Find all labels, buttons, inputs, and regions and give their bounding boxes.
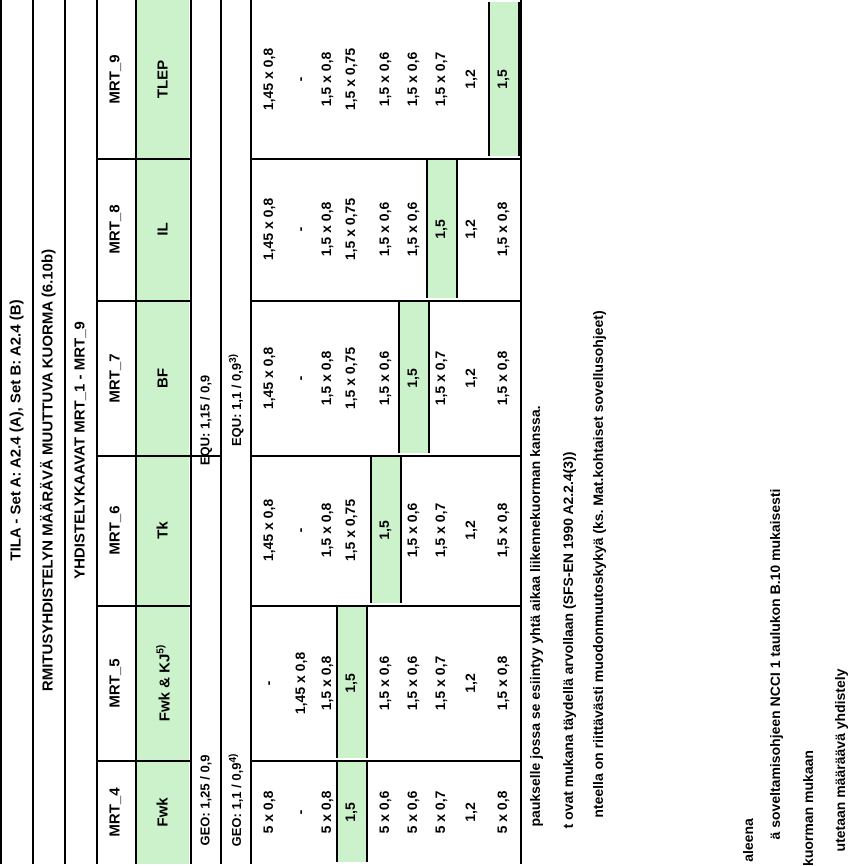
col-load-0: Fwk	[154, 797, 172, 827]
mrt8-cell-8: 1,5 x 0,8	[494, 201, 510, 257]
mrt8-cell-1: -	[292, 226, 308, 232]
mrt9-cell-3: 1,5 x 0,75	[342, 47, 358, 111]
group-sep-data-1	[250, 158, 520, 160]
group-sep-data-2	[250, 300, 520, 302]
title-line-2: RMITUSYHDISTELYN MÄÄRÄVÄ MUUTTUVA KUORMA (6.10b)	[39, 248, 57, 692]
mrt8-cell-7: 1,2	[462, 219, 478, 239]
mrt9-cell-4: 1,5 x 0,6	[376, 51, 392, 107]
mrt6-cell-8: 1,5 x 0,8	[494, 502, 510, 558]
mrt8-cell-4: 1,5 x 0,6	[376, 201, 392, 257]
note-1: t ovat mukana täydellä arvollaan (SFS-EN 1990 A2.2.4(3))	[560, 451, 576, 829]
group-sep-data-5	[250, 760, 520, 762]
mrt9-cell-0: 1,45 x 0,8	[260, 47, 276, 111]
mrt8-cell-2: 1,5 x 0,8	[318, 201, 334, 257]
mrt4-cell-6: 5 x 0,7	[432, 790, 448, 834]
grid-vline-5	[190, 0, 192, 864]
group-sep-data-4	[250, 605, 520, 607]
col-id-0: MRT_4	[106, 787, 124, 837]
grid-vline-3	[96, 0, 98, 864]
mrt4-cell-1: -	[292, 809, 308, 815]
col-id-1: MRT_5	[106, 657, 124, 708]
col-id-3: MRT_7	[106, 352, 124, 403]
col-load-1: Fwk & KJ$^{5)}$	[155, 644, 174, 721]
note-7: ä soveltamisohjeen NCCI 1 taulukon B.10 mukaisesti	[767, 488, 783, 840]
mrt5-cell-7: 1,2	[462, 672, 478, 693]
mrt5-cell-2: 1,5 x 0,8	[318, 655, 334, 710]
mrt4-cell-4: 5 x 0,6	[376, 790, 392, 834]
grid-vline-2	[64, 0, 66, 864]
mrt6-cell-3: 1,5 x 0,75	[342, 498, 358, 562]
mrt6-cell-0: 1,45 x 0,8	[260, 498, 276, 562]
mrt7-cell-8: 1,5 x 0,8	[494, 350, 510, 405]
mrt4-cell-0: 5 x 0,8	[260, 790, 276, 834]
mrt8-cell-6: 1,5	[432, 219, 448, 239]
mrt5-cell-3: 1,5	[342, 672, 358, 693]
col-load-4: IL	[154, 222, 172, 236]
mrt9-cell-6: 1,5 x 0,7	[432, 51, 448, 107]
grid-vline-1	[32, 0, 34, 864]
mrt4-cell-7: 1,2	[462, 802, 478, 822]
mrt6-cell-7: 1,2	[462, 520, 478, 540]
mrt7-cell-2: 1,5 x 0,8	[318, 350, 334, 405]
mrt7-cell-3: 1,5 x 0,75	[342, 346, 358, 409]
mrt8-cell-3: 1,5 x 0,75	[342, 197, 358, 261]
col-id-4: MRT_8	[106, 204, 124, 254]
col-load-2: Tk	[154, 521, 172, 539]
col-id-2: MRT_6	[106, 505, 124, 555]
mrt6-cell-5: 1,5 x 0,6	[404, 502, 420, 558]
mrt7-cell-1: -	[292, 375, 308, 380]
mrt6-cell-6: 1,5 x 0,7	[432, 502, 448, 558]
mrt9-cell-5: 1,5 x 0,6	[404, 51, 420, 107]
mrt7-cell-0: 1,45 x 0,8	[260, 346, 276, 409]
col-load-sup-1: 5)	[155, 644, 167, 654]
factor-equ1: EQU: 1,15 / 0,9	[197, 374, 213, 466]
factor-equ2-sup: 3)	[227, 354, 239, 363]
mrt6-cell-4: 1,5	[376, 520, 392, 540]
grid-vline-0	[0, 0, 2, 864]
mrt4-cell-3: 1,5	[342, 802, 358, 822]
mrt6-cell-1: -	[292, 527, 308, 533]
mrt5-cell-6: 1,5 x 0,7	[432, 655, 448, 710]
title-line-1: TILA - Set A: A2.4 (A), Set B: A2.4 (B)	[7, 299, 25, 561]
mrt7-cell-5: 1,5	[404, 367, 420, 388]
mrt6-cell-2: 1,5 x 0,8	[318, 502, 334, 558]
mrt7-cell-7: 1,2	[462, 367, 478, 388]
mrt7-cell-4: 1,5 x 0,6	[376, 350, 392, 405]
mrt4-cell-2: 5 x 0,8	[318, 790, 334, 834]
factor-geo2: GEO: 1,1 / 0,9$^{4)}$	[227, 753, 245, 847]
mrt5-cell-8: 1,5 x 0,8	[494, 655, 510, 710]
mrt5-cell-0: -	[260, 680, 276, 685]
col-id-5: MRT_9	[106, 54, 124, 104]
grid-vline-6	[220, 0, 222, 864]
mrt9-cell-7: 1,2	[462, 69, 478, 89]
mrt7-cell-6: 1,5 x 0,7	[432, 350, 448, 405]
col-load-5: TLEP	[154, 59, 172, 99]
note-2: nteella on riittävästi muodonmuutoskykyä (ks. Mat.kohtaiset sovellusohjeet)	[590, 310, 606, 818]
note-0: paukselle jossa se esiintyy yhtä aikaa liikennekuorman kanssa.	[527, 405, 543, 827]
grid-vline-7	[250, 0, 252, 864]
factor-equ2: EQU: 1,1 / 0,9$^{3)}$	[227, 354, 245, 446]
note-6: aleena	[740, 818, 756, 862]
mrt9-cell-2: 1,5 x 0,8	[318, 51, 334, 107]
mrt9-cell-8: 1,5	[494, 69, 510, 89]
note-9: utetaan määräävä yhdistely	[832, 668, 848, 852]
mrt4-cell-5: 5 x 0,6	[404, 790, 420, 834]
factor-sep-1	[190, 455, 220, 457]
factor-geo1: GEO: 1,25 / 0,9	[197, 754, 213, 846]
mrt8-cell-5: 1,5 x 0,6	[404, 201, 420, 257]
grid-vline-8	[520, 0, 522, 864]
factor-geo2-sup: 4)	[227, 753, 239, 763]
mrt5-cell-5: 1,5 x 0,6	[404, 655, 420, 710]
note-8: kuorman mukaan	[800, 750, 816, 866]
mrt8-cell-0: 1,45 x 0,8	[260, 197, 276, 261]
col-load-3: BF	[154, 367, 172, 388]
mrt9-cell-1: -	[292, 76, 308, 82]
mrt5-cell-1: 1,45 x 0,8	[292, 651, 308, 714]
mrt5-cell-4: 1,5 x 0,6	[376, 655, 392, 710]
mrt4-cell-8: 5 x 0,8	[494, 790, 510, 834]
title-line-3: YHDISTELYKAAVAT MRT_1 - MRT_9	[71, 321, 89, 579]
